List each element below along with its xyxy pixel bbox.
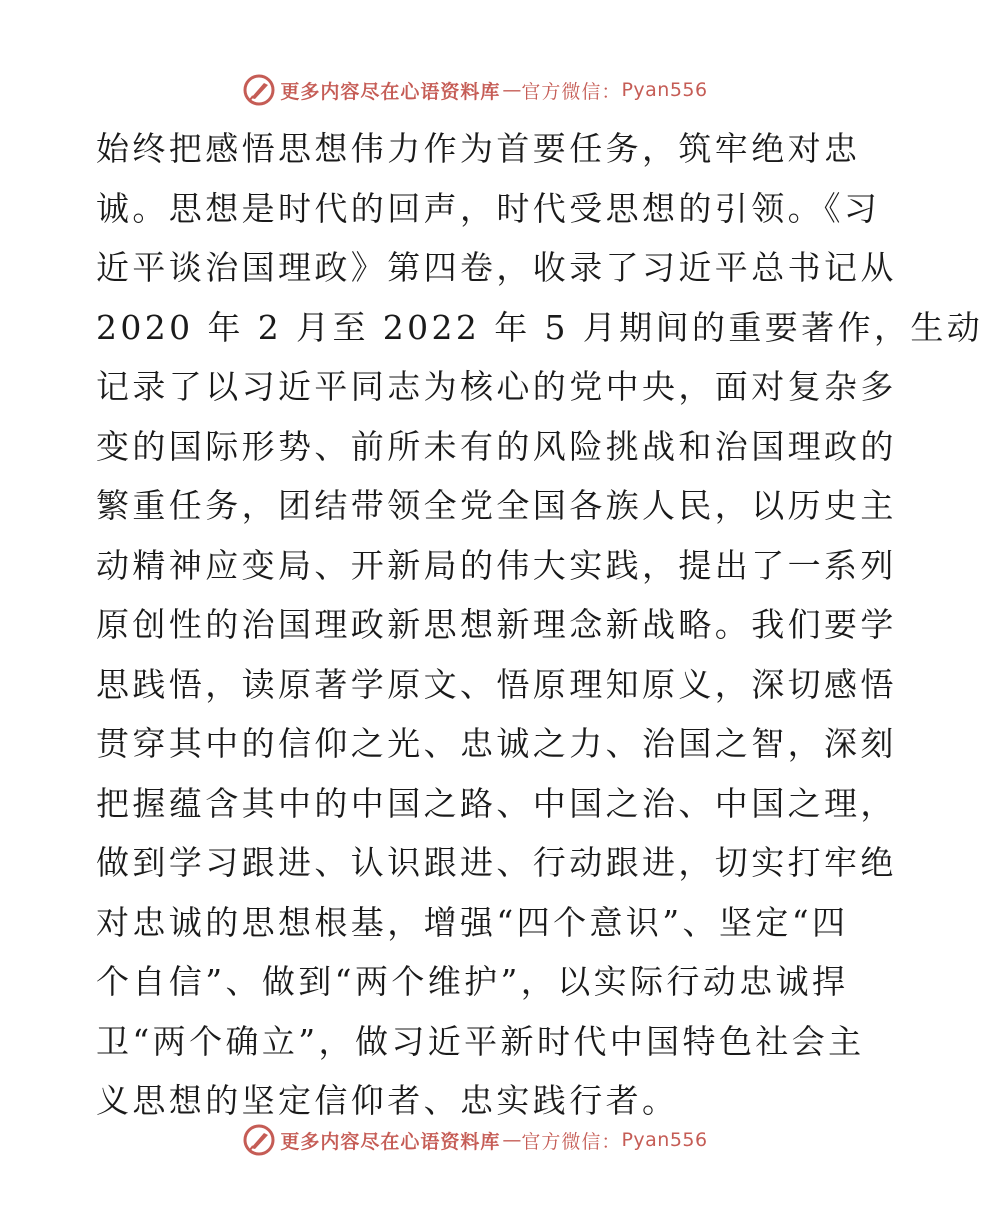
watermark-site-text: 更多内容尽在心语资料库 <box>280 1130 501 1153</box>
quill-circle-icon <box>242 1123 276 1157</box>
body-line: 近平谈治国理政》第四卷，收录了习近平总书记从 <box>96 248 897 287</box>
body-line: 把握蕴含其中的中国之路、中国之治、中国之理， <box>96 783 897 823</box>
header-watermark <box>0 72 950 108</box>
body-line: 原创性的治国理政新思想新理念新战略。我们要学 <box>96 605 897 644</box>
watermark-official-label: 官方微信： <box>521 80 622 103</box>
body-line: 繁重任务，团结带领全党全国各族人民，以历史主 <box>96 486 897 525</box>
body-line: 2020 年 2 月至 2022 年 5 月期间的重要著作，生动 <box>96 307 983 347</box>
body-line: 变的国际形势、前所未有的风险挑战和治国理政的 <box>96 426 897 466</box>
body-paragraph <box>96 119 983 1131</box>
watermark-dash: — <box>502 79 520 101</box>
body-line: 贯穿其中的信仰之光、忠诚之力、治国之智，深刻 <box>96 724 897 763</box>
body-line: 记录了以习近平同志为核心的党中央，面对复杂多 <box>96 367 897 406</box>
body-line: 始终把感悟思想伟力作为首要任务，筑牢绝对忠 <box>96 129 861 168</box>
body-line: 思践悟，读原著学原文、悟原理知原义，深切感悟 <box>96 664 897 704</box>
quill-circle-icon <box>242 73 276 107</box>
body-line: 做到学习跟进、认识跟进、行动跟进，切实打牢绝 <box>96 843 897 882</box>
watermark-official-label: 官方微信： <box>521 1130 622 1153</box>
body-line: 对忠诚的思想根基，增强“四个意识”、坚定“四 <box>96 902 849 942</box>
body-line: 个自信”、做到“两个维护”，以实际行动忠诚捍 <box>96 962 849 1001</box>
body-line: 义思想的坚定信仰者、忠实践行者。 <box>96 1081 679 1120</box>
watermark-site-text: 更多内容尽在心语资料库 <box>280 80 501 103</box>
watermark-wechat-id: Pyan556 <box>621 79 708 101</box>
body-line: 动精神应变局、开新局的伟大实践，提出了一系列 <box>96 545 897 585</box>
body-line: 诚。思想是时代的回声，时代受思想的引领。《习 <box>96 188 881 228</box>
watermark-dash: — <box>502 1129 520 1151</box>
footer-watermark <box>0 1122 950 1158</box>
body-line: 卫“两个确立”，做习近平新时代中国特色社会主 <box>96 1021 865 1061</box>
watermark-wechat-id: Pyan556 <box>621 1129 708 1151</box>
